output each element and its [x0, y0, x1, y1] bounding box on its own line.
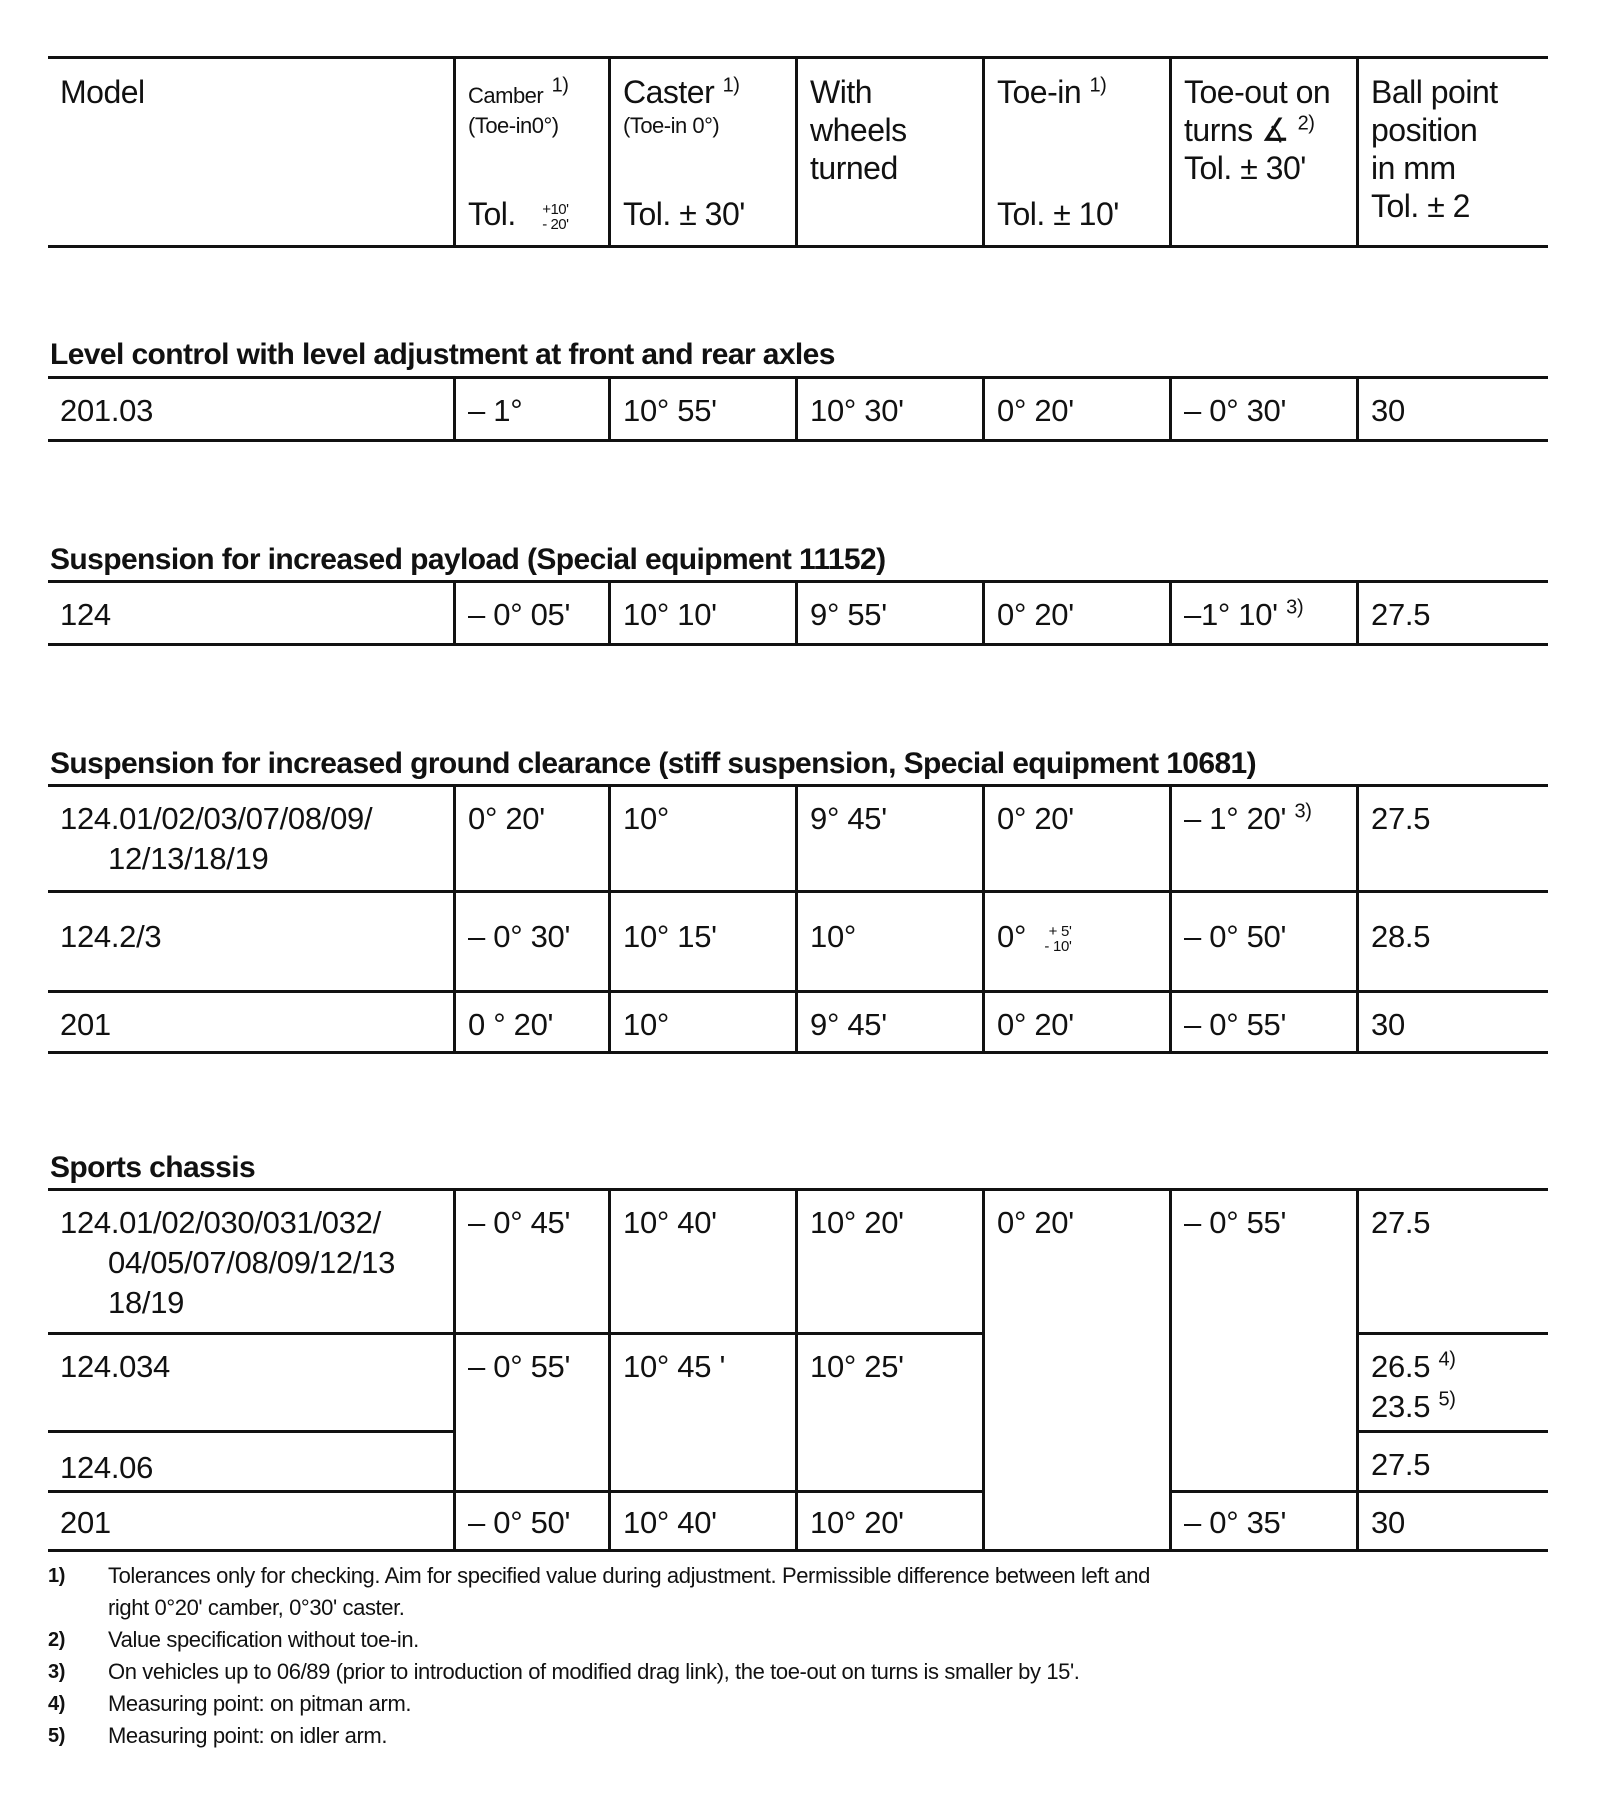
- cell-model: 124.034: [60, 1349, 170, 1384]
- cell-toe-out: – 0° 55': [1169, 993, 1356, 1051]
- header-model-label: Model: [60, 74, 145, 110]
- header-wheels-line1: With: [810, 74, 872, 110]
- cell-toe-in-value: 0°: [997, 919, 1027, 954]
- cell-model-line1: 124.01/02/030/031/032/: [60, 1205, 381, 1240]
- header-toe-out: [1169, 59, 1356, 245]
- cell-toe-in: 0° 20': [982, 993, 1169, 1051]
- cell-toe-in-tolerance: [1044, 924, 1071, 954]
- cell-ball-point: 30: [1356, 993, 1548, 1051]
- table-header: [48, 56, 1548, 248]
- header-camber-tol-fraction: [542, 202, 568, 232]
- cell-caster: 10° 40': [623, 1505, 717, 1540]
- cell-caster: 10° 15': [608, 893, 795, 990]
- header-toein-tolerance: Tol. ± 10': [997, 196, 1119, 232]
- cell-toe-out: – 0° 50': [1169, 893, 1356, 990]
- cell-model-line3: 18/19: [108, 1285, 185, 1320]
- header-toeout-tolerance: Tol. ± 30': [1184, 150, 1306, 186]
- cell-model: [48, 787, 453, 890]
- header-caster-tolerance: Tol. ± 30': [623, 196, 745, 232]
- footnote-mark: 2): [48, 1629, 65, 1651]
- header-camber-sub: (Toe-in0°): [468, 113, 559, 138]
- cell-toe-out: [1169, 787, 1356, 890]
- footnote-3: [48, 1656, 1548, 1688]
- section-title-ground-clearance: Suspension for increased ground clearance (stiff suspension, Special equipment 10681): [50, 747, 1257, 780]
- column-divider: [982, 1191, 985, 1549]
- footnote-text: Measuring point: on pitman arm.: [108, 1691, 412, 1716]
- table-row: [48, 376, 1548, 442]
- cell-model: [48, 1191, 453, 1323]
- header-ball-line3: in mm: [1371, 150, 1456, 186]
- cell-ball-point: 27.5: [1356, 583, 1548, 643]
- cell-toe-in: 0° 20': [982, 787, 1169, 890]
- header-camber-tol-minus: - 20': [542, 215, 569, 233]
- cell-toe-in-minus: - 10': [1044, 937, 1072, 955]
- table-row: [48, 890, 1548, 990]
- header-camber-label: Camber: [468, 83, 544, 108]
- cell-ball-point: [1359, 1335, 1456, 1427]
- cell-wheels-turned: 9° 45': [795, 993, 982, 1051]
- cell-model: 124.2/3: [60, 919, 162, 954]
- header-wheels-turned: [795, 59, 982, 245]
- cell-camber: 0 ° 20': [453, 993, 608, 1051]
- cell-camber: – 0° 55': [468, 1349, 571, 1384]
- cell-model: 201.03: [60, 393, 154, 428]
- cell-toe-in: 0° 20': [997, 1205, 1074, 1240]
- cell-model-line2: 04/05/07/08/09/12/13: [108, 1245, 396, 1280]
- header-ball-line2: position: [1371, 112, 1478, 148]
- cell-model: 124: [60, 597, 111, 632]
- cell-wheels-turned: 9° 45': [795, 787, 982, 890]
- footnote-1: [48, 1560, 1548, 1624]
- header-camber: [453, 59, 608, 245]
- sports-chassis-table: [48, 1188, 1548, 1552]
- cell-model-line1: 124.01/02/03/07/08/09/: [60, 801, 373, 836]
- footnote-5: [48, 1720, 1548, 1752]
- cell-ball-point: 27.5: [1371, 1205, 1431, 1240]
- cell-toe-out: – 0° 35': [1184, 1505, 1287, 1540]
- footnote-4: [48, 1688, 1548, 1720]
- footnote-2: [48, 1624, 1548, 1656]
- cell-ball-point-footnote-2: 5): [1438, 1388, 1456, 1411]
- cell-wheels-turned: 10°: [795, 893, 982, 990]
- cell-toe-out: [1169, 583, 1356, 643]
- cell-toe-in: 0° 20': [982, 379, 1169, 439]
- header-caster-footnote: 1): [722, 74, 740, 97]
- header-ball-point: [1356, 59, 1548, 245]
- cell-toe-out-footnote: 3): [1286, 596, 1304, 619]
- cell-caster: 10° 10': [608, 583, 795, 643]
- cell-toe-out: – 0° 30': [1169, 379, 1356, 439]
- cell-ball-point: 30: [1371, 1505, 1405, 1540]
- cell-caster: 10°: [608, 993, 795, 1051]
- cell-ball-point: 27.5: [1356, 787, 1548, 890]
- footnote-mark: 1): [48, 1565, 65, 1587]
- cell-camber: – 0° 50': [468, 1505, 571, 1540]
- cell-caster: 10° 55': [608, 379, 795, 439]
- footnote-mark: 5): [48, 1725, 65, 1747]
- cell-camber: – 0° 30': [453, 893, 608, 990]
- header-toeout-line2: turns ∡: [1184, 112, 1290, 148]
- cell-wheels-turned: 10° 20': [810, 1205, 904, 1240]
- cell-camber: – 0° 05': [453, 583, 608, 643]
- header-toeout-footnote: 2): [1297, 112, 1315, 135]
- section-title-payload: Suspension for increased payload (Special equipment 11152): [50, 543, 886, 576]
- footnote-text-cont: right 0°20' camber, 0°30' caster.: [108, 1595, 405, 1620]
- table-row: [48, 784, 1548, 890]
- cell-toe-out-value: – 1° 20': [1184, 801, 1287, 836]
- cell-toe-in-plus: + 5': [1048, 922, 1072, 940]
- header-toeout-line1: Toe-out on: [1184, 74, 1331, 110]
- cell-ball-point: 28.5: [1356, 893, 1548, 990]
- cell-wheels-turned: 10° 30': [795, 379, 982, 439]
- header-caster: [608, 59, 795, 245]
- row-divider: [48, 1430, 453, 1433]
- footnotes: [48, 1560, 1548, 1752]
- header-ball-tolerance: Tol. ± 2: [1371, 188, 1470, 224]
- cell-wheels-turned: 10° 20': [810, 1505, 904, 1540]
- header-wheels-line3: turned: [810, 150, 898, 186]
- cell-caster: 10° 40': [623, 1205, 717, 1240]
- cell-wheels-turned: 9° 55': [795, 583, 982, 643]
- footnote-text: Measuring point: on idler arm.: [108, 1723, 388, 1748]
- cell-model: 201: [60, 1505, 111, 1540]
- cell-caster: 10°: [608, 787, 795, 890]
- footnote-text: On vehicles up to 06/89 (prior to introduction of modified drag link), the toe-out on turns is smaller by 15'.: [108, 1659, 1080, 1684]
- cell-ball-point: 27.5: [1371, 1447, 1431, 1482]
- section-title-level-control: Level control with level adjustment at front and rear axles: [50, 338, 835, 371]
- cell-model: 201: [60, 1007, 111, 1042]
- header-camber-tolerance: [468, 195, 569, 233]
- footnote-text: Value specification without toe-in.: [108, 1627, 419, 1652]
- header-toein-label: Toe-in: [997, 74, 1082, 110]
- cell-model-line2: 12/13/18/19: [108, 841, 269, 876]
- header-ball-line1: Ball point: [1371, 74, 1498, 110]
- cell-caster: 10° 45 ': [623, 1349, 726, 1384]
- section-title-sports-chassis: Sports chassis: [50, 1151, 256, 1184]
- header-camber-tol-label: Tol.: [468, 196, 516, 232]
- header-toein-footnote: 1): [1089, 74, 1107, 97]
- cell-toe-out-value: –1° 10': [1184, 597, 1278, 632]
- header-camber-tol-plus: +10': [542, 200, 569, 218]
- cell-toe-in: 0° 20': [982, 583, 1169, 643]
- header-wheels-line2: wheels: [810, 112, 907, 148]
- cell-ball-point: 30: [1356, 379, 1548, 439]
- cell-camber: 0° 20': [453, 787, 608, 890]
- footnote-mark: 4): [48, 1693, 65, 1715]
- header-caster-label: Caster: [623, 74, 715, 110]
- table-row: [48, 990, 1548, 1054]
- footnote-mark: 3): [48, 1661, 65, 1683]
- cell-ball-point-value-2: 23.5: [1371, 1389, 1431, 1424]
- cell-toe-out-footnote: 3): [1294, 800, 1312, 823]
- header-toe-in: [982, 59, 1169, 245]
- cell-ball-point-footnote: 4): [1438, 1348, 1456, 1371]
- cell-model: 124.06: [60, 1450, 154, 1485]
- header-camber-footnote: 1): [551, 74, 569, 97]
- table-row: [48, 580, 1548, 646]
- cell-toe-out: – 0° 55': [1184, 1205, 1287, 1240]
- cell-toe-in: [982, 893, 1169, 990]
- cell-camber: – 1°: [453, 379, 608, 439]
- cell-ball-point-value: 26.5: [1371, 1349, 1431, 1384]
- cell-wheels-turned: 10° 25': [810, 1349, 904, 1384]
- header-model: [48, 59, 453, 245]
- cell-camber: – 0° 45': [468, 1205, 571, 1240]
- header-caster-sub: (Toe-in 0°): [623, 113, 720, 138]
- footnote-text: Tolerances only for checking. Aim for specified value during adjustment. Permissible difference between left and: [108, 1563, 1150, 1588]
